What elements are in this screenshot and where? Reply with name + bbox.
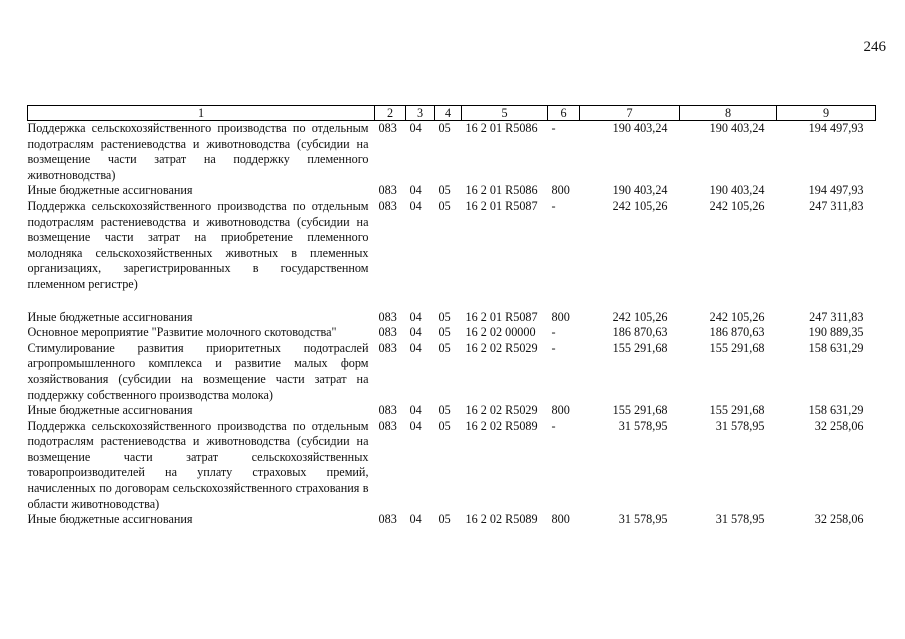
row-grbs: 083 xyxy=(378,183,397,198)
row-sum-3: 32 258,06 xyxy=(814,512,864,527)
header-col-3: 3 xyxy=(406,106,435,121)
row-sum-1: 186 870,63 xyxy=(612,325,668,340)
row-grbs: 083 xyxy=(378,512,397,527)
row-sum-2: 242 105,26 xyxy=(709,309,765,324)
row-sum-1: 190 403,24 xyxy=(612,121,668,135)
row-grbs: 083 xyxy=(378,121,397,135)
row-rz: 04 xyxy=(409,121,422,135)
row-grbs: 083 xyxy=(378,403,397,418)
budget-table xyxy=(27,105,876,528)
row-name: Стимулирование развития приоритетных подотраслей агропромышленного комплекса и развитие малых форм хозяйствования (субсидии на возмещение части затрат на поддержку собственного производства молока) xyxy=(27,340,369,402)
row-name: Основное мероприятие "Развитие молочного скотоводства" xyxy=(27,325,337,340)
row-csr: 16 2 01 R5087 xyxy=(465,198,538,213)
table-row xyxy=(28,403,876,419)
row-sum-2: 155 291,68 xyxy=(709,340,765,355)
row-sum-3: 158 631,29 xyxy=(808,340,864,355)
row-sum-1: 190 403,24 xyxy=(612,183,668,198)
row-csr: 16 2 02 R5089 xyxy=(465,512,538,527)
row-pr: 05 xyxy=(438,512,451,527)
row-pr: 05 xyxy=(438,418,451,433)
row-rz: 04 xyxy=(409,309,422,324)
table-row xyxy=(28,512,876,528)
row-csr: 16 2 02 R5089 xyxy=(465,418,538,433)
header-col-6: 6 xyxy=(548,106,580,121)
table-header-row xyxy=(28,106,876,121)
row-sum-1: 242 105,26 xyxy=(612,309,668,324)
table-row xyxy=(28,121,876,184)
row-vr: 800 xyxy=(551,512,570,527)
row-rz: 04 xyxy=(409,325,422,340)
row-vr: - xyxy=(551,121,556,135)
row-csr: 16 2 02 00000 xyxy=(465,325,536,340)
table-row xyxy=(28,183,876,199)
table-row xyxy=(28,310,876,326)
row-name: Иные бюджетные ассигнования xyxy=(27,183,193,198)
row-name: Иные бюджетные ассигнования xyxy=(27,403,193,418)
row-csr: 16 2 01 R5087 xyxy=(465,309,538,324)
row-sum-2: 31 578,95 xyxy=(715,512,765,527)
row-rz: 04 xyxy=(409,183,422,198)
row-rz: 04 xyxy=(409,340,422,355)
row-rz: 04 xyxy=(409,198,422,213)
row-vr: 800 xyxy=(551,309,570,324)
row-sum-2: 186 870,63 xyxy=(709,325,765,340)
row-sum-1: 31 578,95 xyxy=(618,512,668,527)
row-name: Поддержка сельскохозяйственного производства по отдельным подотраслям растениеводства и животноводства (субсидии на возмещение части затрат сельскохозяйственных товаропроизводителей на уплату страховых премий, начисленных по договорам сельскохозяйственного страхования в области животноводства) xyxy=(27,418,369,511)
row-vr: 800 xyxy=(551,183,570,198)
row-csr: 16 2 02 R5029 xyxy=(465,340,538,355)
header-col-7: 7 xyxy=(580,106,680,121)
row-pr: 05 xyxy=(438,121,451,135)
row-sum-2: 190 403,24 xyxy=(709,183,765,198)
row-name: Поддержка сельскохозяйственного производства по отдельным подотраслям растениеводства и животноводства (субсидии на возмещение части затрат на приобретение племенного молодняка сельскохозяйственных животных в племенных организациях, зарегистрированных в государственном племенном регистре) xyxy=(27,198,369,291)
row-sum-3: 158 631,29 xyxy=(808,403,864,418)
row-sum-2: 31 578,95 xyxy=(715,418,765,433)
row-sum-1: 155 291,68 xyxy=(612,340,668,355)
table-row xyxy=(28,419,876,513)
row-csr: 16 2 02 R5029 xyxy=(465,403,538,418)
row-sum-2: 242 105,26 xyxy=(709,198,765,213)
row-rz: 04 xyxy=(409,403,422,418)
row-rz: 04 xyxy=(409,512,422,527)
header-col-1: 1 xyxy=(28,106,375,121)
row-pr: 05 xyxy=(438,325,451,340)
row-grbs: 083 xyxy=(378,340,397,355)
row-sum-3: 32 258,06 xyxy=(814,418,864,433)
table-row xyxy=(28,199,876,310)
header-col-2: 2 xyxy=(375,106,406,121)
page-number: 246 xyxy=(863,39,886,55)
row-sum-3: 247 311,83 xyxy=(809,198,864,213)
row-vr: - xyxy=(551,340,556,355)
row-sum-1: 31 578,95 xyxy=(618,418,668,433)
row-pr: 05 xyxy=(438,183,451,198)
row-grbs: 083 xyxy=(378,309,397,324)
row-name: Иные бюджетные ассигнования xyxy=(27,512,193,527)
row-sum-3: 247 311,83 xyxy=(809,309,864,324)
row-pr: 05 xyxy=(438,340,451,355)
row-sum-1: 242 105,26 xyxy=(612,198,668,213)
row-csr: 16 2 01 R5086 xyxy=(465,183,538,198)
row-vr: - xyxy=(551,198,556,213)
row-vr: - xyxy=(551,325,556,340)
row-sum-3: 194 497,93 xyxy=(808,183,864,198)
row-pr: 05 xyxy=(438,198,451,213)
header-col-4: 4 xyxy=(435,106,462,121)
header-col-8: 8 xyxy=(680,106,777,121)
row-csr: 16 2 01 R5086 xyxy=(465,121,538,135)
row-pr: 05 xyxy=(438,403,451,418)
header-col-5: 5 xyxy=(462,106,548,121)
row-sum-1: 155 291,68 xyxy=(612,403,668,418)
row-grbs: 083 xyxy=(378,418,397,433)
row-vr: - xyxy=(551,418,556,433)
row-grbs: 083 xyxy=(378,325,397,340)
row-pr: 05 xyxy=(438,309,451,324)
table-row xyxy=(28,325,876,341)
row-sum-2: 155 291,68 xyxy=(709,403,765,418)
row-vr: 800 xyxy=(551,403,570,418)
row-grbs: 083 xyxy=(378,198,397,213)
row-name: Иные бюджетные ассигнования xyxy=(27,309,193,324)
row-sum-3: 194 497,93 xyxy=(808,121,864,135)
header-col-9: 9 xyxy=(777,106,876,121)
row-name: Поддержка сельскохозяйственного производства по отдельным подотраслям растениеводства и животноводства (субсидии на возмещение части затрат на поддержку племенного животноводства) xyxy=(27,121,369,182)
row-sum-3: 190 889,35 xyxy=(808,325,864,340)
table-row xyxy=(28,341,876,403)
row-rz: 04 xyxy=(409,418,422,433)
row-sum-2: 190 403,24 xyxy=(709,121,765,135)
